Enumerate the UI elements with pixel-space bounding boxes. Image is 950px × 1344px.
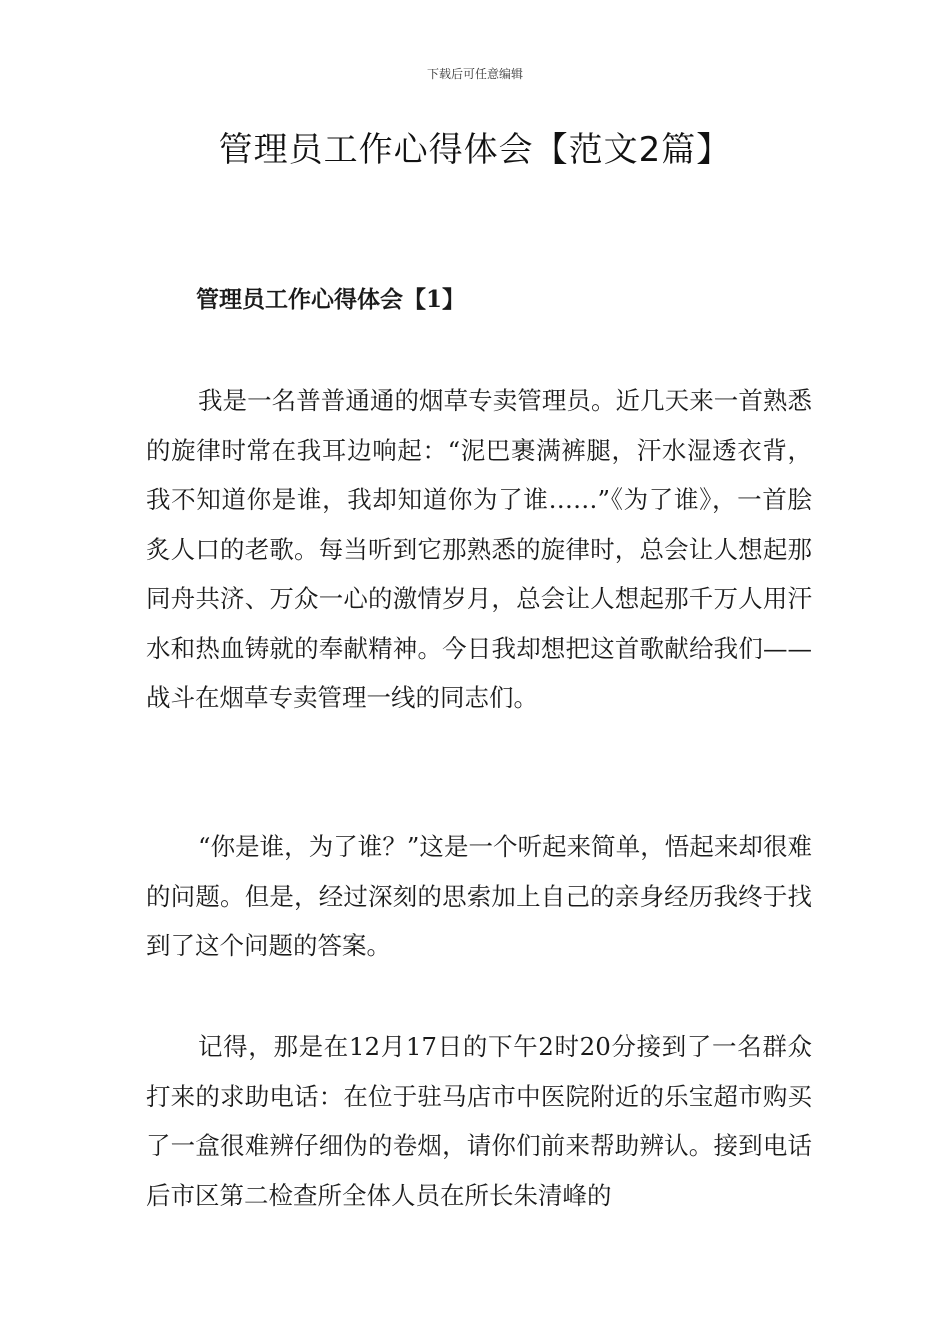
document-title: 管理员工作心得体会【范文2篇】 (218, 130, 732, 170)
section-heading: 管理员工作心得体会【1】 (196, 286, 466, 313)
body-paragraph-2: “你是谁，为了谁？”这是一个听起来简单，悟起来却很难的问题。但是，经过深刻的思索加上自己的亲身经历我终于找到了这个问题的答案。 (146, 832, 812, 960)
header-note: 下载后可任意编辑 (426, 67, 523, 81)
body-paragraph-3: 记得，那是在12月17日的下午2时20分接到了一名群众打来的求助电话：在位于驻马店市中医院附近的乐宝超市购买了一盒很难辨仔细伪的卷烟，请你们前来帮助辨认。接到电话后市区第二检查所全体人员在所长朱清峰的 (146, 1032, 812, 1210)
body-paragraph-1: 我是一名普普通通的烟草专卖管理员。近几天来一首熟悉的旋律时常在我耳边响起：“泥巴裹满裤腿，汗水湿透衣背，我不知道你是谁，我却知道你为了谁……”《为了谁》，一首脍炙人口的老歌。每当听到它那熟悉的旋律时，总会让人想起那同舟共济、万众一心的激情岁月，总会让人想起那千万人用汗水和热血铸就的奉献精神。今日我却想把这首歌献给我们——战斗在烟草专卖管理一线的同志们。 (146, 386, 812, 712)
